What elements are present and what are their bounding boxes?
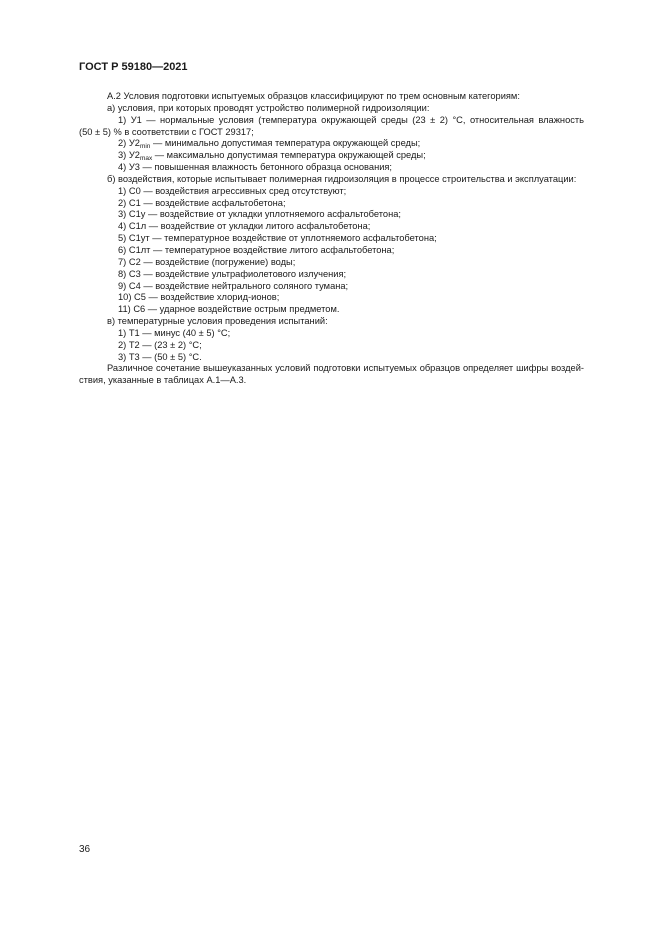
list-item: 7) С2 — воздействие (погружение) воды; <box>118 256 296 267</box>
section-a-title: а) условия, при которых проводят устройство полимерной гидроизоляции: <box>107 102 430 113</box>
item-a3 <box>79 150 584 162</box>
section-b-title: б) воздействия, которые испытывает полимерная гидроизоляция в процессе строительства и эксплуатации: <box>107 173 577 184</box>
item-a1-continued: (50 ± 5) % в соответствии с ГОСТ 29317; <box>79 126 254 137</box>
item-text: — максимально допустимая температура окружающей среды; <box>152 150 426 161</box>
subscript: max <box>139 155 153 163</box>
list-item: 4) С1л — воздействие от укладки литого асфальтобетона; <box>118 221 371 232</box>
section-c-title: в) температурные условия проведения испытаний: <box>107 316 328 327</box>
list-item: 2) Т2 — (23 ± 2) °С; <box>118 339 202 350</box>
item-a1: 1) У1 — нормальные условия (температура окружающей среды (23 ± 2) °С, относительная влажность <box>118 114 584 125</box>
list-item: 5) С1ут — температурное воздействие от уплотняемого асфальтобетона; <box>118 233 437 244</box>
list-item: 1) С0 — воздействия агрессивных сред отсутствуют; <box>118 185 347 196</box>
item-a4: 4) У3 — повышенная влажность бетонного образца основания; <box>118 162 393 173</box>
list-item: 9) С4 — воздействие нейтрального соляного тумана; <box>118 280 349 291</box>
document-body <box>79 91 584 387</box>
list-item: 3) Т3 — (50 ± 5) °С. <box>118 351 202 362</box>
list-item: 2) С1 — воздействие асфальтобетона; <box>118 197 286 208</box>
document-header: ГОСТ Р 59180—2021 <box>79 61 188 73</box>
list-item: 10) С5 — воздействие хлорид-ионов; <box>118 292 280 303</box>
list-item: 11) С6 — ударное воздействие острым предметом. <box>118 304 340 315</box>
item-text: 3) У2 <box>118 150 140 161</box>
subscript: min <box>139 143 151 151</box>
intro-paragraph: А.2 Условия подготовки испытуемых образцов классифицируют по трем основным категориям: <box>107 91 520 101</box>
final-paragraph: Различное сочетание вышеуказанных условий подготовки испытуемых образцов определяет шифры воздей- <box>107 363 584 374</box>
item-text: 2) У2 <box>118 138 140 149</box>
final-paragraph-continued: ствия, указанные в таблицах А.1—А.3. <box>79 375 247 386</box>
list-item: 3) С1у — воздействие от укладки уплотняемого асфальтобетона; <box>118 209 401 220</box>
list-item: 8) С3 — воздействие ультрафиолетового излучения; <box>118 268 347 279</box>
list-item: 6) С1лт — температурное воздействие литого асфальтобетона; <box>118 244 395 255</box>
page-number: 36 <box>79 844 91 855</box>
item-a2 <box>79 138 584 150</box>
item-text: — минимально допустимая температура окружающей среды; <box>150 138 421 149</box>
list-item: 1) Т1 — минус (40 ± 5) °С; <box>118 327 231 338</box>
